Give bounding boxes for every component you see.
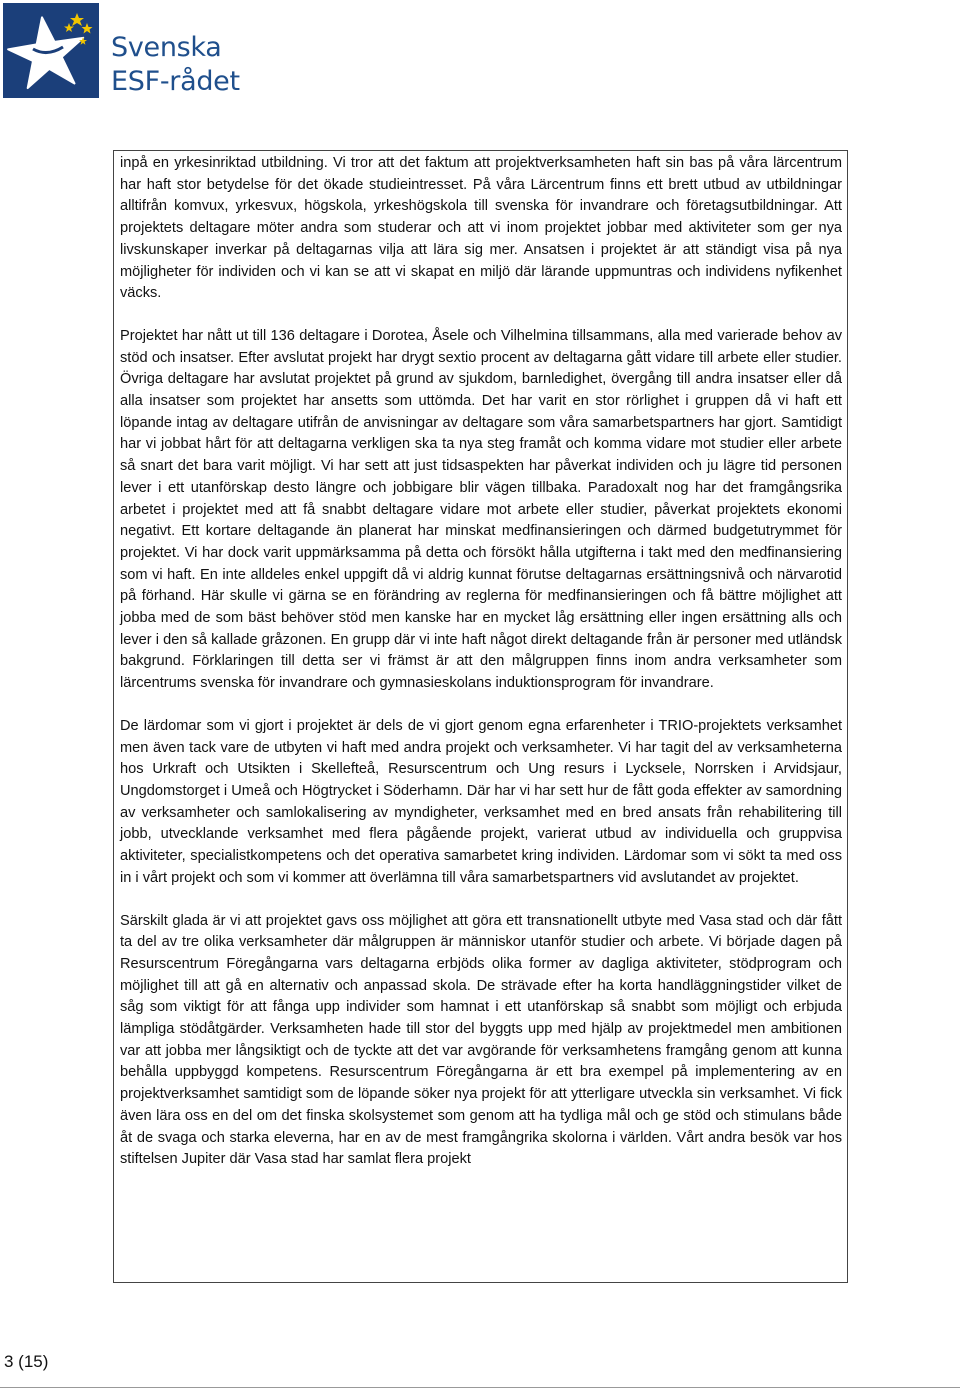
esf-logo	[3, 3, 240, 99]
paragraph-3: De lärdomar som vi gjort i projektet är dels de vi gjort genom egna erfarenheter i TRIO-projektets verksamhet men även tack vare de utbyten vi haft med andra projekt och verksamheter. Vi har tagit del av verksamheterna hos Urkraft och Utsikten i Skellefteå, Resurscentrum och Ung resurs i Lycksele, Norrsken i Arvidsjaur, Ungdomstorget i Umeå och Högtrycket i Söderhamn. Där har vi har sett hur de fått goda effekter av samordning av verksamheter och samlokalisering av myndigheter, verksamhet med en bred ansats från rehabilitering till jobb, utvecklande verksamhet med flera pågående projekt, varierat utbud av individuella och gruppvisa aktiviteter, specialistkompetens och det operativa samarbetet kring individen. Lärdomar som vi sökt ta med oss in i vårt projekt och som vi kommer att överlämna till våra samarbetspartners vid avslutandet av projektet.	[120, 717, 842, 886]
footer-divider	[0, 1387, 960, 1388]
logo-line-1: Svenska	[111, 32, 222, 63]
page-number: 3 (15)	[4, 1352, 49, 1371]
paragraph-2: Projektet har nått ut till 136 deltagare i Dorotea, Åsele och Vilhelmina tillsammans, alla med varierade behov av stöd och insatser. Efter avslutat projekt har drygt sextio procent av deltagarna gått vidare till arbete eller studier. Övriga deltagare har avslutat projektet på grund av sjukdom, barnledighet, övergång till andra insatser eller då alla insatser som projektet har ansetts som uttömda. Det har varit en stor rörlighet i gruppen då vi haft ett löpande intag av deltagare utifrån de anvisningar av deltagare som våra samarbetspartners har gjort. Samtidigt har vi jobbat hårt för att deltagarna verkligen ska ta nya steg framåt och komma vidare mot studier eller arbete så snart det bara varit möjligt. Vi har sett att just tidsaspekten har påverkat individen och ju lägre tid personen lever i ett utanförskap desto längre och jobbigare blir vägen tillbaka. Paradoxalt nog har det framgångsrika arbetet i projektet med att få snabbt deltagare vidare mot arbete eller studier, påverkat projektets ekonomi negativt. Ett kortare deltagande än planerat har minskat medfinansieringen och därmed budgetutrymmet för projektet. Vi har dock varit uppmärksamma på detta och försökt hålla utgifterna i takt med den medfinansiering som vi haft. En inte alldeles enkel uppgift då vi aldrig kunnat förutse deltagarnas ersättningsnivå och närvarotid på förhand. Här skulle vi gärna se en förändring av reglerna för medfinansieringen och få bättre möjlighet att jobba med de som bäst behöver stöd men kanske har en mycket låg ersättning eller ingen ersättning alls och lever i den så kallade gråzonen. En grupp där vi inte haft något direkt deltagande från är personer med utländsk bakgrund. Förklaringen till detta ser vi främst är att den målgruppen finns inom andra verksamheter som lärcentrums svenska för invandrare och gymnasieskolans induktionsprogram för invandrare.	[120, 327, 842, 692]
star-icon	[3, 3, 99, 98]
paragraph-4: Särskilt glada är vi att projektet gavs oss möjlighet att göra ett transnationellt utbyte med Vasa stad och där fått ta del av tre olika verksamheter där målgruppen är människor utanför studier och arbete. Vi började dagen på Resurscentrum Föregångarna vars deltagarna erbjöds olika former av dagliga aktiviteter, stödprogram och möjlighet till att gå en alternativ och anpassad skola. De strävade efter ha korta handläggningstider vilket de såg som viktigt för att fånga upp individer som hamnat i ett utanförskap så snabbt som möjligt och erbjuda lämpliga stödåtgärder. Verksamheten hade till stor del byggts upp med hjälp av projektmedel men ambitionen var att jobba mer långsiktigt och de tyckte att det var avgörande för verksamhetens framgång genom att kunna behålla uppbyggd kompetens. Resurscentrum Föregångarna är ett bra exempel på implementering av en projektverksamhet samtidigt som de löpande söker nya projekt för att ytterligare utveckla sin verksamhet. Vi fick även lära oss en del om det finska skolsystemet som genom att ha tydliga mål och ge stöd och stimulans både åt de svaga och starka eleverna, har en av de mest framgångrika skolorna i världen. Vårt andra besök var hos stiftelsen Jupiter där Vasa stad har samlat flera projekt	[120, 912, 842, 1168]
logo-star-box	[3, 3, 99, 98]
logo-text	[111, 31, 240, 99]
document-body	[120, 153, 842, 1192]
paragraph-1: inpå en yrkesinriktad utbildning. Vi tror att det faktum att projektverksamheten haft sin bas på våra lärcentrum har haft stor betydelse för det ökade studieintresset. På våra Lärcentrum finns ett brett utbud av utbildningar alltifrån komvux, yrkesvux, högskola, yrkeshögskola till svenska för invandrare och företagsutbildningar. Att projektets deltagare möter andra som studerar och att vi inom projektet jobbar med aktiviteter som ger nya livskunskaper inverkar på deltagarnas vilja att lära sig mer. Ansatsen i projektet är att ständigt visa på nya möjligheter för individen och vi kan se att vi skapat en miljö där lärande uppmuntras och individens nyfikenhet väcks.	[120, 155, 842, 302]
logo-line-2: ESF-rådet	[111, 66, 240, 97]
